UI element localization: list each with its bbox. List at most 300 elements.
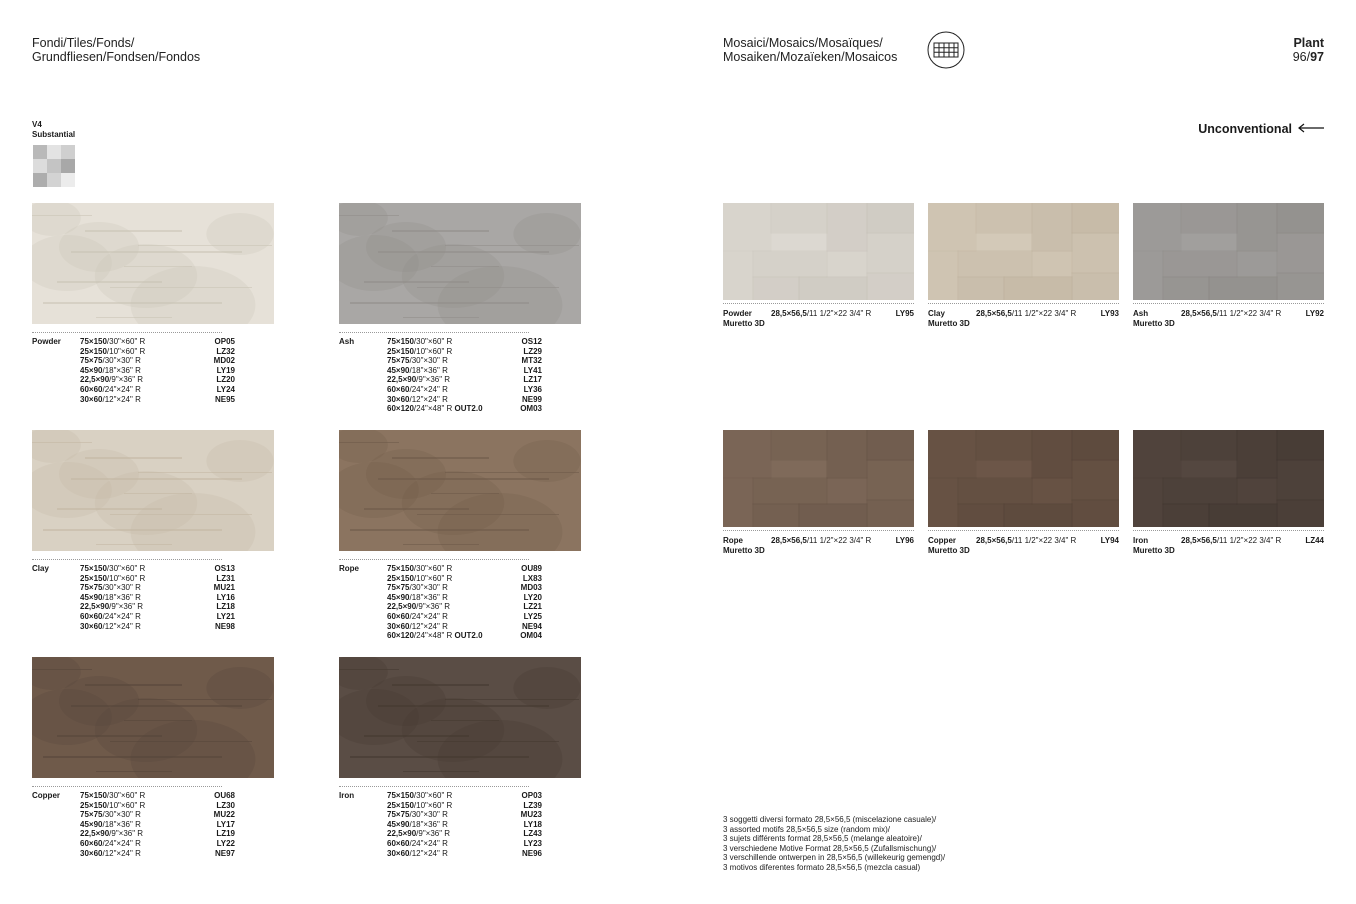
page-numbers (1293, 50, 1324, 64)
format-row (80, 385, 235, 395)
format-code: LZ21 (523, 602, 542, 612)
format-code: LZ29 (523, 346, 542, 356)
format-row (387, 593, 542, 603)
format-inch: /30"×30" R (102, 583, 141, 593)
format-cm: 22,5×90 (80, 375, 110, 385)
format-code: LY25 (523, 611, 542, 621)
format-size (80, 366, 141, 375)
format-size (387, 801, 452, 810)
mosaic-code: LY93 (1100, 309, 1119, 318)
variation-swatch-icon (33, 145, 75, 187)
dotted-divider (339, 559, 529, 560)
mosaic-size-inch: /11 1/2"×22 3/4" R (1011, 309, 1077, 318)
format-cm: 30×60 (80, 621, 103, 631)
format-cm: 30×60 (80, 848, 103, 858)
format-code: LZ43 (523, 829, 542, 839)
dotted-divider (1133, 530, 1324, 531)
format-code: MD02 (213, 356, 235, 366)
format-inch: /24"×24" R (102, 384, 141, 394)
mosaic-size-inch: /11 1/2"×22 3/4" R (1216, 536, 1282, 545)
arrow-left-icon (1298, 120, 1324, 138)
format-cm: 22,5×90 (387, 602, 417, 612)
format-code: MT32 (521, 356, 542, 366)
format-cm: 60×120 (387, 631, 414, 641)
mosaic-color: Powder (723, 309, 752, 318)
format-row (387, 395, 542, 405)
format-row (80, 375, 235, 385)
format-size (80, 801, 145, 810)
section-link-label: Unconventional (1198, 122, 1292, 136)
format-code: LZ39 (523, 800, 542, 810)
format-inch: /30"×30" R (409, 810, 448, 820)
format-row (387, 612, 542, 622)
mosaic-image (723, 203, 914, 300)
format-cm: 45×90 (387, 819, 410, 829)
format-size (80, 829, 143, 838)
format-row (80, 829, 235, 839)
format-code: OU89 (521, 564, 542, 573)
format-inch: /9"×36" R (416, 375, 451, 385)
format-size (80, 583, 141, 592)
format-inch: /30"×60" R (413, 337, 453, 346)
mosaic-grid-icon (927, 31, 965, 69)
mosaic-size-inch: /11 1/2"×22 3/4" R (1216, 309, 1282, 318)
mosaics-heading-line1: Mosaici/Mosaics/Mosaïques/ (723, 36, 883, 50)
dotted-divider (723, 530, 914, 531)
format-code: LY18 (523, 819, 542, 829)
format-size (387, 347, 452, 356)
tile-image (339, 657, 581, 778)
format-code: MU21 (213, 583, 235, 593)
format-cm: 60×60 (387, 838, 410, 848)
dotted-divider (339, 332, 529, 333)
format-code: MU23 (520, 810, 542, 820)
format-code: LZ18 (216, 602, 235, 612)
mosaic-size-cm: 28,5×56,5 (771, 309, 807, 318)
note-line: 3 assorted motifs 28,5×56,5 size (random mix)/ (723, 824, 890, 834)
format-row (80, 849, 235, 859)
format-inch: /18"×36" R (102, 819, 141, 829)
format-cm: 60×60 (387, 611, 410, 621)
format-cm: 45×90 (80, 819, 103, 829)
format-size (387, 631, 483, 640)
format-row (387, 622, 542, 632)
format-size (387, 574, 452, 583)
format-extra: OUT2.0 (452, 404, 483, 414)
dotted-divider (339, 786, 529, 787)
mosaic-size-cm: 28,5×56,5 (976, 309, 1012, 318)
format-inch: /24"×24" R (409, 838, 448, 848)
format-code: LZ19 (216, 829, 235, 839)
format-code: LX83 (522, 573, 542, 583)
mosaic-name (1133, 536, 1175, 555)
format-size (80, 395, 141, 404)
format-row (80, 791, 235, 801)
format-size (387, 810, 448, 819)
format-inch: /30"×60" R (106, 337, 146, 346)
format-code: LY17 (216, 819, 235, 829)
format-code: LY23 (523, 838, 542, 848)
format-row (80, 356, 235, 366)
mosaic-size-cm: 28,5×56,5 (1181, 536, 1217, 545)
format-code: LY24 (216, 384, 235, 394)
mosaic-color: Ash (1133, 309, 1149, 318)
format-row (80, 801, 235, 811)
mosaic-size (1181, 536, 1281, 546)
format-row (80, 820, 235, 830)
note-line: 3 verschiedene Motive Format 28,5×56,5 (Zufallsmischung)/ (723, 843, 937, 853)
format-code: LY20 (523, 592, 542, 602)
format-code: LZ31 (216, 573, 235, 583)
mosaic-image (723, 430, 914, 527)
mosaic-size-inch: /11 1/2"×22 3/4" R (806, 536, 872, 545)
page-number-left: 96/ (1292, 50, 1311, 64)
mosaic-name (928, 309, 970, 328)
mosaic-size-inch: /11 1/2"×22 3/4" R (806, 309, 872, 318)
format-code: OM03 (520, 404, 542, 414)
format-size (80, 820, 141, 829)
tile-format-list (387, 791, 542, 858)
format-cm: 60×60 (80, 838, 103, 848)
format-inch: /30"×60" R (106, 791, 146, 800)
format-cm: 60×60 (387, 384, 410, 394)
format-cm: 60×60 (80, 384, 103, 394)
tile-image (32, 657, 274, 778)
format-row (387, 337, 542, 347)
format-code: OS13 (214, 564, 235, 573)
format-cm: 25×150 (387, 573, 414, 583)
format-inch: /18"×36" R (409, 365, 448, 375)
mosaic-size-cm: 28,5×56,5 (1181, 309, 1217, 318)
format-extra: OUT2.0 (452, 631, 483, 641)
tile-name: Ash (339, 337, 355, 346)
mosaic-type: Muretto 3D (928, 318, 970, 328)
format-inch: /30"×60" R (413, 564, 453, 573)
dotted-divider (928, 530, 1119, 531)
format-size (387, 829, 450, 838)
format-code: OM04 (520, 631, 542, 641)
mosaic-size (771, 536, 871, 546)
dotted-divider (32, 332, 222, 333)
format-inch: /18"×36" R (409, 592, 448, 602)
format-cm: 75×150 (387, 791, 414, 800)
format-row (387, 839, 542, 849)
format-code: LY16 (216, 592, 235, 602)
variation-text: Substantial (32, 129, 76, 139)
mosaic-image (1133, 430, 1324, 527)
format-cm: 75×75 (387, 356, 410, 366)
mosaic-code: LY95 (895, 309, 914, 318)
mosaic-notes (723, 815, 945, 873)
format-inch: /10"×60" R (413, 573, 453, 583)
format-inch: /24"×24" R (409, 384, 448, 394)
section-link[interactable] (1198, 120, 1324, 138)
format-size (80, 593, 141, 602)
mosaic-type: Muretto 3D (1133, 318, 1175, 328)
format-row (80, 564, 235, 574)
format-row (80, 839, 235, 849)
page-number-right: 97 (1310, 50, 1324, 64)
format-cm: 60×120 (387, 404, 414, 414)
format-size (80, 810, 141, 819)
mosaic-code: LZ44 (1305, 536, 1324, 545)
format-size (80, 839, 141, 848)
format-size (387, 791, 452, 800)
format-code: OS12 (521, 337, 542, 346)
tiles-heading-line2: Grundfliesen/Fondsen/Fondos (32, 50, 201, 64)
format-cm: 75×150 (80, 337, 107, 346)
format-inch: /10"×60" R (413, 800, 453, 810)
format-cm: 25×150 (80, 346, 107, 356)
format-inch: /10"×60" R (106, 800, 146, 810)
format-size (387, 385, 448, 394)
format-size (387, 564, 452, 573)
format-size (387, 404, 483, 413)
tile-image (339, 203, 581, 324)
note-line: 3 verschillende ontwerpen in 28,5×56,5 (willekeurig gemengd)/ (723, 853, 946, 863)
format-cm: 25×150 (80, 573, 107, 583)
format-row (80, 366, 235, 376)
variation-label (32, 120, 75, 139)
note-line: 3 sujets différents format 28,5×56,5 (melange aleatoire)/ (723, 834, 922, 844)
mosaic-name (723, 536, 765, 555)
format-row (387, 356, 542, 366)
brand-name: Plant (1293, 36, 1324, 50)
format-inch: /10"×60" R (106, 573, 146, 583)
format-inch: /24"×48" R (413, 404, 453, 414)
format-code: OP05 (214, 337, 235, 346)
mosaic-color: Copper (928, 536, 956, 545)
mosaic-size-cm: 28,5×56,5 (771, 536, 807, 545)
dotted-divider (723, 303, 914, 304)
tiles-heading-line1: Fondi/Tiles/Fonds/ (32, 36, 135, 50)
mosaic-color: Iron (1133, 536, 1149, 545)
dotted-divider (32, 786, 222, 787)
format-size (80, 347, 145, 356)
format-code: NE96 (521, 848, 542, 858)
format-size (387, 612, 448, 621)
mosaic-name (1133, 309, 1175, 328)
tile-format-list (387, 337, 542, 414)
format-code: LZ30 (216, 800, 235, 810)
format-cm: 22,5×90 (80, 829, 110, 839)
mosaic-image (928, 203, 1119, 300)
format-row (80, 602, 235, 612)
format-inch: /18"×36" R (102, 365, 141, 375)
format-cm: 30×60 (387, 621, 410, 631)
format-row (387, 602, 542, 612)
format-row (80, 810, 235, 820)
format-size (387, 583, 448, 592)
format-code: NE98 (214, 621, 235, 631)
format-cm: 75×75 (387, 810, 410, 820)
format-row (80, 622, 235, 632)
format-code: LY22 (216, 838, 235, 848)
format-size (387, 849, 448, 858)
format-size (80, 375, 143, 384)
tile-name: Rope (339, 564, 359, 573)
format-inch: /9"×36" R (109, 602, 144, 612)
format-row (387, 791, 542, 801)
tile-name: Copper (32, 791, 60, 800)
mosaic-image (1133, 203, 1324, 300)
format-cm: 22,5×90 (387, 829, 417, 839)
format-size (80, 612, 141, 621)
tile-format-list (387, 564, 542, 641)
note-line: 3 soggetti diversi formato 28,5×56,5 (miscelazione casuale)/ (723, 815, 937, 824)
format-size (387, 356, 448, 365)
tile-format-list (80, 337, 235, 404)
format-size (387, 602, 450, 611)
mosaic-code: LY96 (895, 536, 914, 545)
mosaic-size (976, 536, 1076, 546)
format-inch: /30"×30" R (409, 356, 448, 366)
mosaics-heading-line2: Mosaiken/Mozaïeken/Mosaicos (723, 50, 898, 64)
format-inch: /30"×30" R (409, 583, 448, 593)
format-row (387, 583, 542, 593)
format-size (80, 602, 143, 611)
format-code: LZ17 (523, 375, 542, 385)
format-code: NE94 (521, 621, 542, 631)
format-row (80, 612, 235, 622)
mosaic-size-inch: /11 1/2"×22 3/4" R (1011, 536, 1077, 545)
variation-code: V4 (32, 120, 42, 129)
format-inch: /9"×36" R (109, 829, 144, 839)
format-cm: 25×150 (80, 800, 107, 810)
format-code: LZ20 (216, 375, 235, 385)
format-inch: /24"×24" R (409, 611, 448, 621)
format-row (387, 404, 542, 414)
format-row (80, 337, 235, 347)
tile-name: Powder (32, 337, 61, 346)
format-inch: /12"×24" R (102, 394, 141, 404)
format-inch: /30"×30" R (102, 356, 141, 366)
format-size (387, 395, 448, 404)
format-inch: /30"×60" R (106, 564, 146, 573)
tile-format-list (80, 791, 235, 858)
note-line: 3 motivos diferentes formato 28,5×56,5 (mezcla casual) (723, 862, 921, 872)
format-inch: /24"×48" R (413, 631, 453, 641)
format-inch: /9"×36" R (416, 602, 451, 612)
format-code: LY19 (216, 365, 235, 375)
format-cm: 45×90 (80, 592, 103, 602)
format-cm: 25×150 (387, 800, 414, 810)
format-cm: 75×75 (80, 583, 103, 593)
format-cm: 22,5×90 (80, 602, 110, 612)
format-size (80, 564, 145, 573)
format-inch: /18"×36" R (102, 592, 141, 602)
brand-block (1293, 36, 1324, 64)
format-cm: 30×60 (387, 848, 410, 858)
format-code: MU22 (213, 810, 235, 820)
mosaic-size (771, 309, 871, 319)
format-row (387, 810, 542, 820)
format-cm: 75×75 (80, 356, 103, 366)
format-cm: 75×75 (387, 583, 410, 593)
format-row (387, 375, 542, 385)
format-cm: 75×150 (80, 564, 107, 573)
format-cm: 75×75 (80, 810, 103, 820)
tile-image (339, 430, 581, 551)
format-row (387, 801, 542, 811)
format-cm: 45×90 (387, 365, 410, 375)
mosaic-image (928, 430, 1119, 527)
tile-name: Clay (32, 564, 49, 573)
format-size (80, 337, 145, 346)
format-code: LY41 (523, 365, 542, 375)
format-size (80, 622, 141, 631)
format-cm: 60×60 (80, 611, 103, 621)
mosaics-heading (723, 36, 897, 64)
format-inch: /12"×24" R (409, 621, 448, 631)
format-code: OP03 (521, 791, 542, 800)
mosaic-code: LY94 (1100, 536, 1119, 545)
format-cm: 30×60 (80, 394, 103, 404)
format-size (387, 622, 448, 631)
mosaic-type: Muretto 3D (723, 318, 765, 328)
format-code: LY36 (523, 384, 542, 394)
format-cm: 22,5×90 (387, 375, 417, 385)
format-row (387, 574, 542, 584)
format-code: NE97 (214, 848, 235, 858)
format-inch: /30"×60" R (413, 791, 453, 800)
format-row (387, 820, 542, 830)
mosaic-type: Muretto 3D (928, 545, 970, 555)
format-cm: 75×150 (387, 564, 414, 573)
format-code: MD03 (520, 583, 542, 593)
tile-image (32, 203, 274, 324)
format-code: OU68 (214, 791, 235, 800)
mosaic-size (1181, 309, 1281, 319)
format-size (387, 375, 450, 384)
format-code: LZ32 (216, 346, 235, 356)
mosaic-code: LY92 (1305, 309, 1324, 318)
format-cm: 30×60 (387, 394, 410, 404)
format-row (387, 631, 542, 641)
format-inch: /12"×24" R (409, 848, 448, 858)
mosaic-type: Muretto 3D (1133, 545, 1175, 555)
tile-format-list (80, 564, 235, 631)
dotted-divider (928, 303, 1119, 304)
format-row (387, 347, 542, 357)
mosaic-size-cm: 28,5×56,5 (976, 536, 1012, 545)
format-code: NE99 (521, 394, 542, 404)
format-cm: 45×90 (387, 592, 410, 602)
mosaic-size (976, 309, 1076, 319)
format-size (80, 356, 141, 365)
format-size (387, 839, 448, 848)
format-row (387, 849, 542, 859)
format-row (387, 385, 542, 395)
mosaic-type: Muretto 3D (723, 545, 765, 555)
mosaic-name (723, 309, 765, 328)
format-size (387, 593, 448, 602)
format-inch: /10"×60" R (413, 346, 453, 356)
format-cm: 75×150 (387, 337, 414, 346)
format-size (387, 337, 452, 346)
format-cm: 75×150 (80, 791, 107, 800)
tile-name: Iron (339, 791, 355, 800)
format-row (387, 829, 542, 839)
format-size (80, 791, 145, 800)
format-row (387, 366, 542, 376)
format-cm: 45×90 (80, 365, 103, 375)
format-inch: /24"×24" R (102, 838, 141, 848)
format-row (80, 583, 235, 593)
format-row (80, 347, 235, 357)
format-inch: /9"×36" R (109, 375, 144, 385)
dotted-divider (32, 559, 222, 560)
